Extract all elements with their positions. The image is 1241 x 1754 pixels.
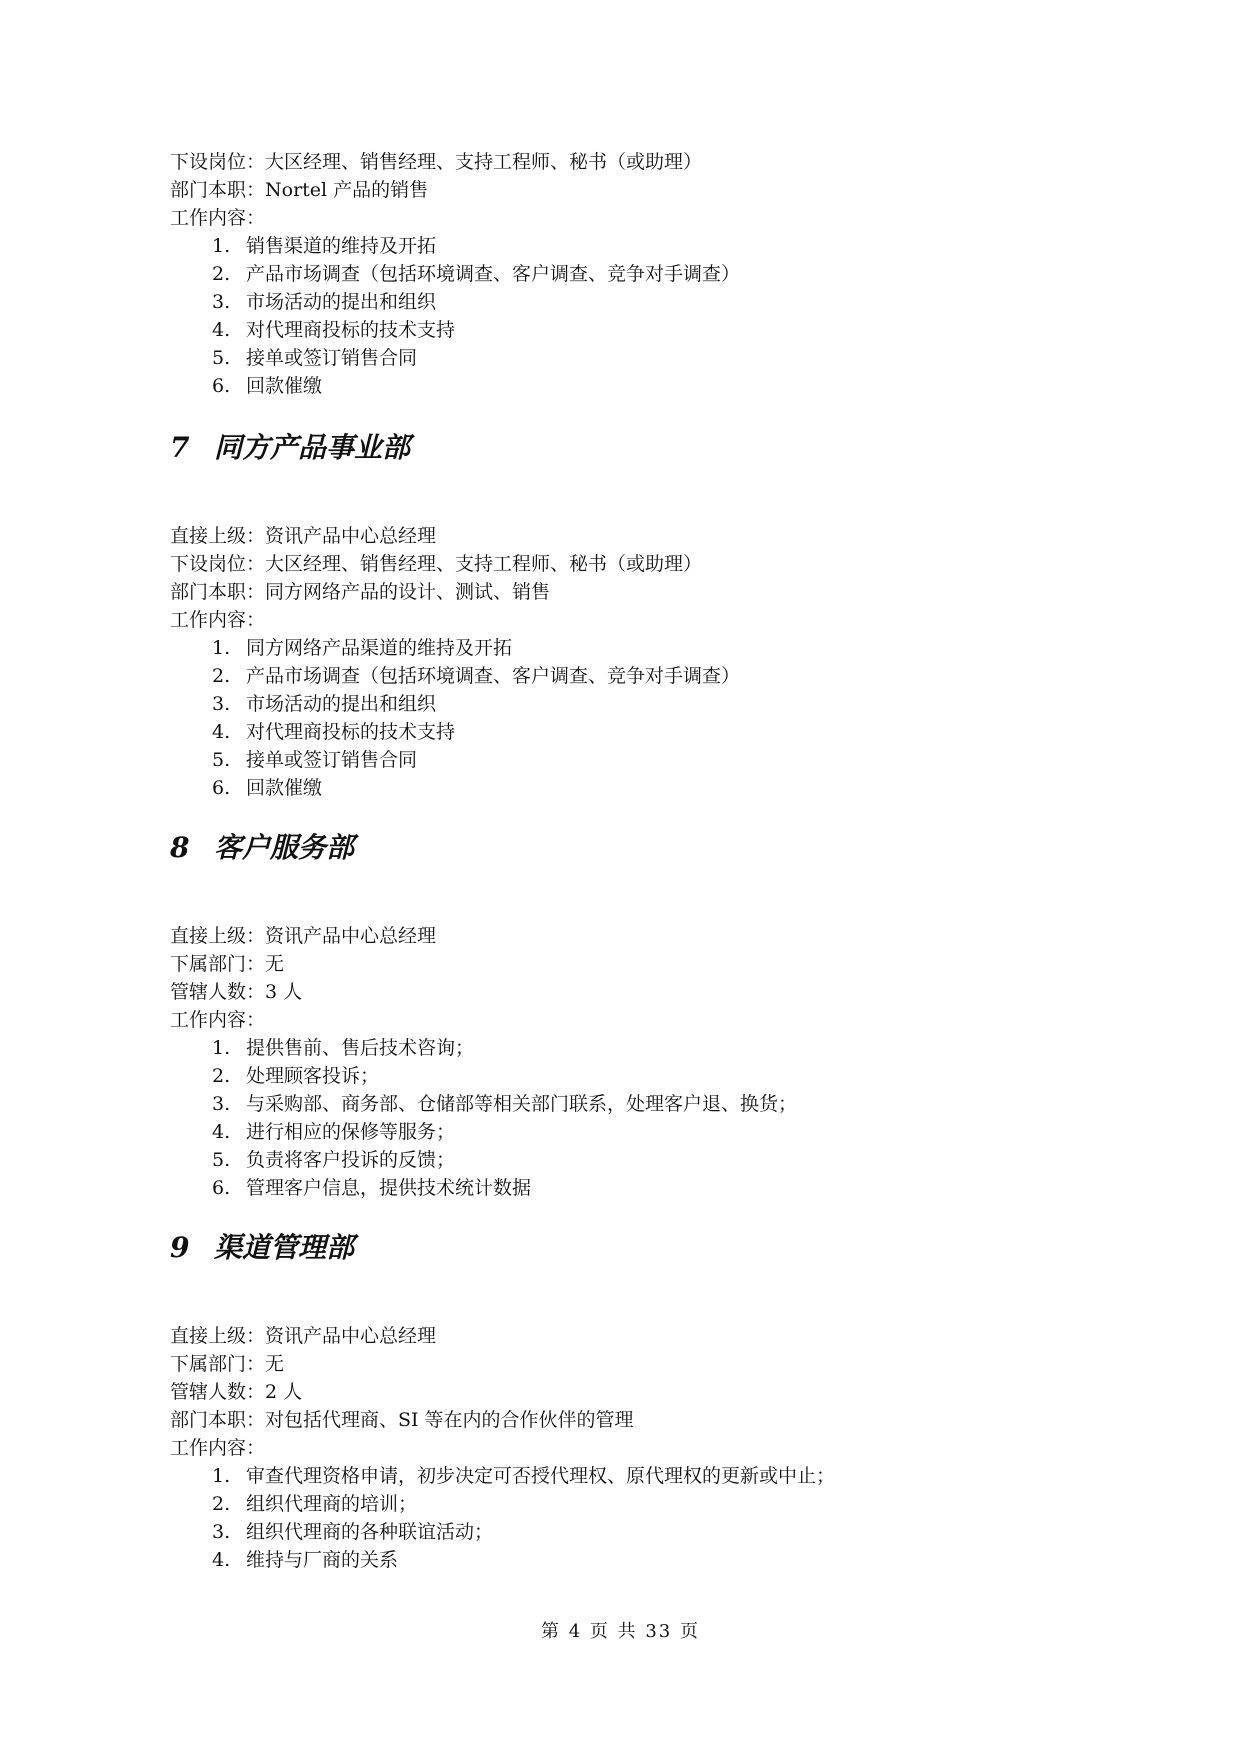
sec9-duty: 部门本职：对包括代理商、SI 等在内的合作伙伴的管理 [170,1409,634,1431]
sec6-duty: 部门本职：Nortel 产品的销售 [170,179,429,201]
list-item: 5. 负责将客户投诉的反馈； [212,1149,456,1171]
sec9-subdept: 下属部门：无 [170,1353,285,1375]
section-heading: 7 同方产品事业部 [170,431,411,464]
sec8-subdept: 下属部门：无 [170,953,285,975]
sec6-positions: 下设岗位：大区经理、销售经理、支持工程师、秘书（或助理） [170,151,703,173]
list-item: 6. 回款催缴 [212,777,323,799]
section-heading: 9 渠道管理部 [170,1231,355,1264]
list-item: 6. 管理客户信息，提供技术统计数据 [212,1177,532,1199]
sec6-work-label: 工作内容： [170,207,266,229]
list-item: 4. 对代理商投标的技术支持 [212,721,456,743]
list-item: 3. 与采购部、商务部、仓储部等相关部门联系，处理客户退、换货； [212,1093,798,1115]
list-item: 4. 维持与厂商的关系 [212,1549,399,1571]
sec9-superior: 直接上级：资讯产品中心总经理 [170,1325,437,1347]
list-item: 5. 接单或签订销售合同 [212,347,418,369]
list-item: 1. 提供售前、售后技术咨询； [212,1037,475,1059]
sec7-positions: 下设岗位：大区经理、销售经理、支持工程师、秘书（或助理） [170,553,703,575]
list-item: 3. 市场活动的提出和组织 [212,693,437,715]
sec7-duty: 部门本职：同方网络产品的设计、测试、销售 [170,581,551,603]
section-heading: 8 客户服务部 [170,831,355,864]
sec8-work-label: 工作内容： [170,1009,266,1031]
list-item: 2. 产品市场调查（包括环境调查、客户调查、竞争对手调查） [212,263,741,285]
sec7-work-label: 工作内容： [170,609,266,631]
sec9-work-label: 工作内容： [170,1437,266,1459]
sec8-headcount: 管辖人数：3 人 [170,981,303,1003]
page-footer: 第 4 页 共 33 页 [541,1621,700,1642]
list-item: 3. 组织代理商的各种联谊活动； [212,1521,494,1543]
list-item: 2. 产品市场调查（包括环境调查、客户调查、竞争对手调查） [212,665,741,687]
list-item: 1. 销售渠道的维持及开拓 [212,235,437,257]
list-item: 4. 进行相应的保修等服务； [212,1121,456,1143]
list-item: 5. 接单或签订销售合同 [212,749,418,771]
sec8-superior: 直接上级：资讯产品中心总经理 [170,925,437,947]
sec7-superior: 直接上级：资讯产品中心总经理 [170,525,437,547]
list-item: 1. 审查代理资格申请，初步决定可否授代理权、原代理权的更新或中止； [212,1465,836,1487]
sec9-headcount: 管辖人数：2 人 [170,1381,303,1403]
list-item: 2. 组织代理商的培训； [212,1493,418,1515]
list-item: 6. 回款催缴 [212,375,323,397]
list-item: 3. 市场活动的提出和组织 [212,291,437,313]
list-item: 4. 对代理商投标的技术支持 [212,319,456,341]
list-item: 1. 同方网络产品渠道的维持及开拓 [212,637,513,659]
list-item: 2. 处理顾客投诉； [212,1065,380,1087]
